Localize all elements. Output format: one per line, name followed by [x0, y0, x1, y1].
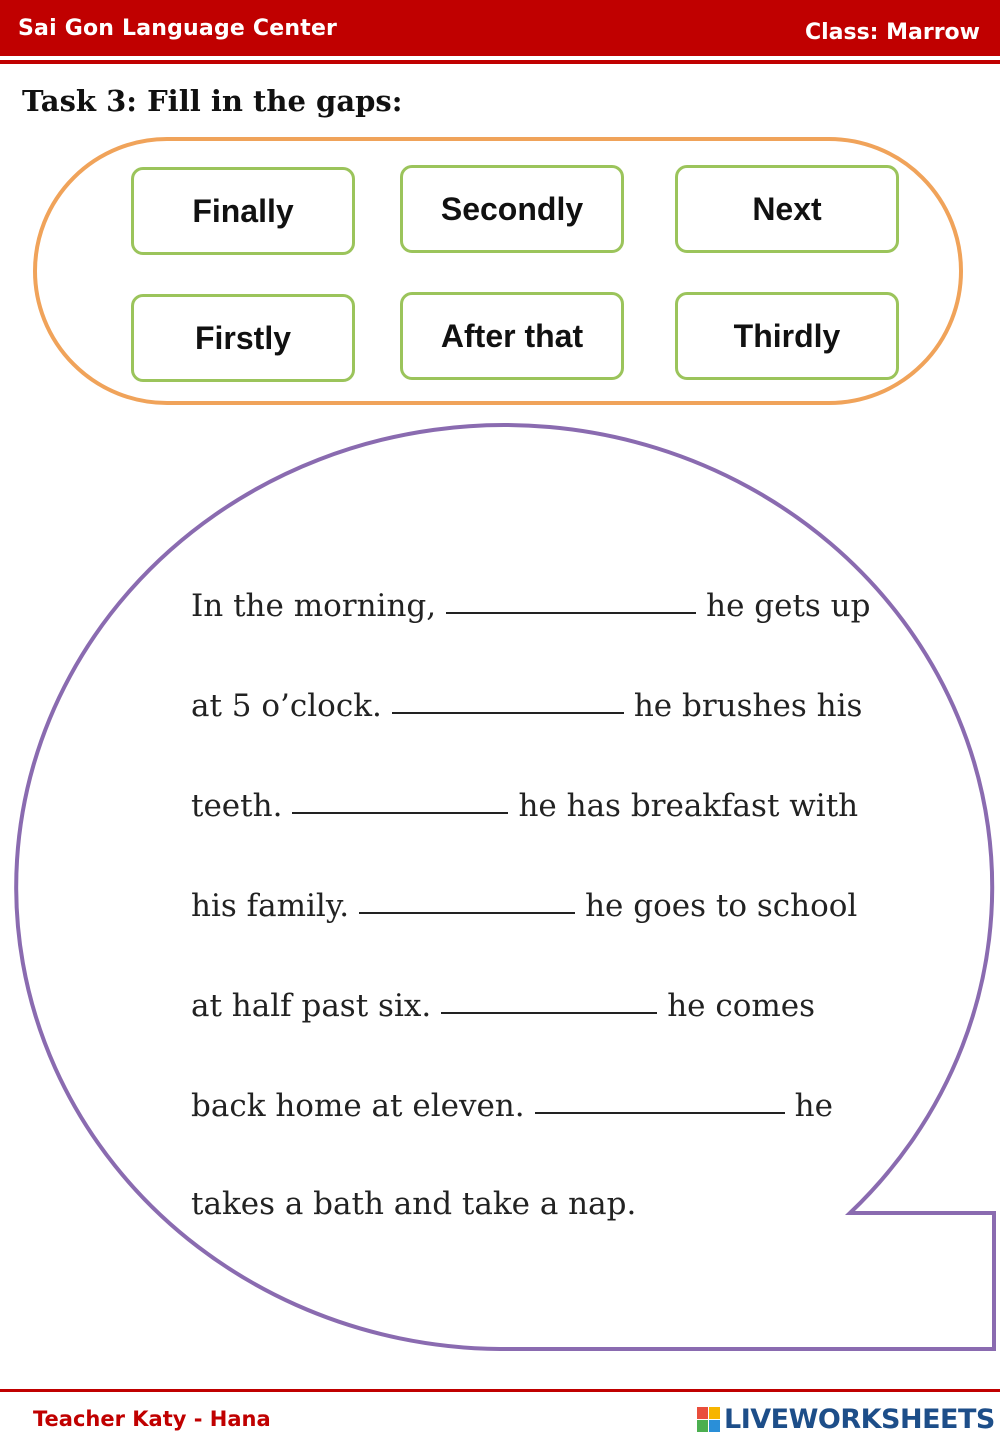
passage-text: takes a bath and take a nap.	[191, 1186, 637, 1222]
word-option-after-that[interactable]: After that	[400, 292, 624, 380]
passage-line-3	[191, 786, 858, 824]
passage-line-6	[191, 1086, 833, 1124]
word-option-firstly[interactable]: Firstly	[131, 294, 355, 382]
gap-4[interactable]	[359, 884, 575, 914]
task-title: Task 3: Fill in the gaps:	[22, 84, 403, 118]
passage-line-4	[191, 886, 857, 924]
word-option-thirdly[interactable]: Thirdly	[675, 292, 899, 380]
liveworksheets-logo-icon	[697, 1407, 721, 1433]
word-option-next[interactable]: Next	[675, 165, 899, 253]
passage-text: his family.	[191, 888, 350, 924]
liveworksheets-logo-text: LIVEWORKSHEETS	[724, 1404, 995, 1435]
passage-text: he goes to school	[585, 888, 858, 924]
passage-text: back home at eleven.	[191, 1088, 525, 1124]
teacher-credit: Teacher Katy - Hana	[33, 1407, 271, 1431]
center-name: Sai Gon Language Center	[18, 16, 338, 41]
word-option-secondly[interactable]: Secondly	[400, 165, 624, 253]
passage-text: he brushes his	[633, 688, 863, 724]
passage-text: at half past six.	[191, 988, 432, 1024]
passage-line-2	[191, 686, 862, 724]
passage-line-7	[191, 1186, 636, 1222]
gap-1[interactable]	[446, 584, 696, 614]
liveworksheets-logo[interactable]	[697, 1404, 995, 1435]
class-label: Class: Marrow	[804, 20, 980, 45]
passage-text: he gets up	[706, 588, 871, 624]
gap-5[interactable]	[441, 984, 657, 1014]
passage-line-1	[191, 586, 871, 624]
passage-text: In the morning,	[191, 588, 437, 624]
passage-text: he	[794, 1088, 833, 1124]
passage-text: he comes	[667, 988, 816, 1024]
passage-text: he has breakfast with	[518, 788, 859, 824]
passage-text: at 5 o’clock.	[191, 688, 382, 724]
gap-2[interactable]	[392, 684, 624, 714]
passage-line-5	[191, 986, 815, 1024]
gap-3[interactable]	[292, 784, 508, 814]
word-option-finally[interactable]: Finally	[131, 167, 355, 255]
footer-divider	[0, 1389, 1000, 1392]
passage-text: teeth.	[191, 788, 283, 824]
gap-6[interactable]	[535, 1084, 785, 1114]
